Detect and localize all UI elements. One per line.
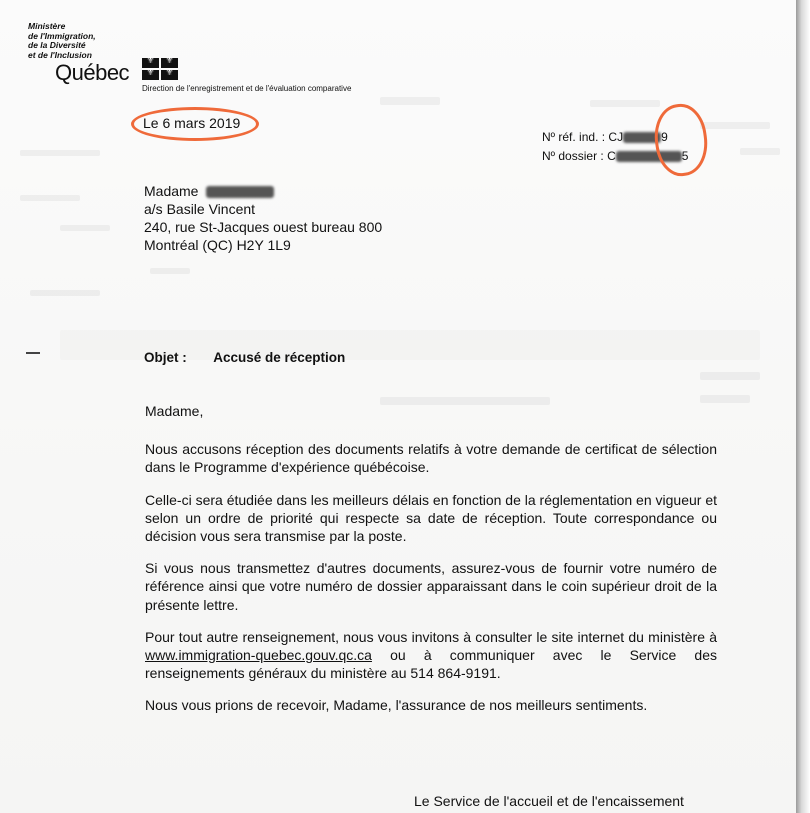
recipient-title: Madame bbox=[144, 183, 199, 199]
signature-line: Le Service de l'accueil et de l'encaissement bbox=[414, 793, 684, 809]
ministry-line: de l'Immigration, bbox=[28, 30, 96, 41]
reference-label: Nº réf. ind. : bbox=[542, 130, 606, 144]
paragraph-3: Si vous nous transmettez d'autres documents, assurez-vous de fournir votre numéro de référence ainsi que votre numéro de dossier apparaissant dans le coin supérieur droit de la présente lettre. bbox=[145, 560, 717, 613]
fold-mark bbox=[26, 352, 40, 354]
bleed-through-mark bbox=[20, 195, 80, 201]
bleed-through-mark bbox=[740, 148, 780, 155]
bleed-through-mark bbox=[590, 100, 660, 107]
street-line: 240, rue St-Jacques ouest bureau 800 bbox=[144, 219, 383, 235]
ministry-website-link[interactable]: www.immigration-quebec.gouv.qc.ca bbox=[145, 647, 372, 664]
reference-value-end: 9 bbox=[661, 130, 668, 144]
bleed-through-mark bbox=[150, 268, 190, 274]
bleed-through-mark bbox=[380, 97, 440, 105]
city-line: Montréal (QC) H2Y 1L9 bbox=[144, 237, 291, 253]
page-edge-shadow bbox=[796, 0, 810, 813]
bleed-through-mark bbox=[30, 290, 100, 296]
closing: Nous vous prions de recevoir, Madame, l'assurance de nos meilleurs sentiments. bbox=[145, 697, 648, 714]
direction-name: Direction de l'enregistrement et de l'évaluation comparative bbox=[142, 84, 352, 93]
dossier-label: Nº dossier : bbox=[542, 149, 604, 163]
ministry-name bbox=[28, 22, 96, 60]
quebec-flag-icon bbox=[142, 58, 178, 80]
redaction-blur bbox=[206, 186, 274, 198]
date-annotation-circle bbox=[131, 107, 259, 141]
greeting: Madame, bbox=[145, 403, 204, 419]
care-of-line: a/s Basile Vincent bbox=[144, 201, 256, 217]
paragraph-4-text-end: ou à communiquer avec le Service des renseignements généraux du ministère au 514 864-9191. bbox=[145, 647, 717, 682]
bleed-through-mark bbox=[20, 150, 100, 156]
dossier-value-start: C bbox=[607, 149, 616, 163]
subject-label: Objet : bbox=[144, 350, 187, 365]
paragraph-1: Nous accusons réception des documents relatifs à votre demande de certificat de sélection dans le Programme d'expérience québécoise. bbox=[145, 441, 717, 476]
bleed-through-mark bbox=[700, 372, 760, 380]
subject-line bbox=[144, 350, 345, 365]
paragraph-2: Celle-ci sera étudiée dans les meilleurs délais en fonction de la réglementation en vigueur et selon un ordre de priorité qui respecte sa date de réception. Toute correspondance ou décision vous sera transmise par la poste. bbox=[145, 491, 717, 545]
ministry-line: Ministère bbox=[28, 21, 66, 31]
recipient-address bbox=[144, 182, 382, 254]
ministry-line: et de l'Inclusion bbox=[28, 49, 92, 60]
paragraph-4-text: Pour tout autre renseignement, nous vous invitons à consulter le site internet du ministère à bbox=[145, 628, 717, 645]
letter-date: Le 6 mars 2019 bbox=[143, 115, 241, 131]
paragraph-4 bbox=[145, 628, 717, 683]
subject-text: Accusé de réception bbox=[213, 350, 346, 365]
letter-body bbox=[145, 402, 717, 729]
bleed-through-mark bbox=[60, 225, 110, 231]
dossier-value-end: 5 bbox=[681, 149, 689, 163]
quebec-wordmark: Québec bbox=[55, 60, 130, 85]
ministry-line: de la Diversité bbox=[28, 40, 86, 50]
bleed-through-mark bbox=[700, 122, 770, 129]
recipient-name bbox=[144, 182, 382, 200]
reference-value-start: CJ bbox=[608, 130, 624, 144]
